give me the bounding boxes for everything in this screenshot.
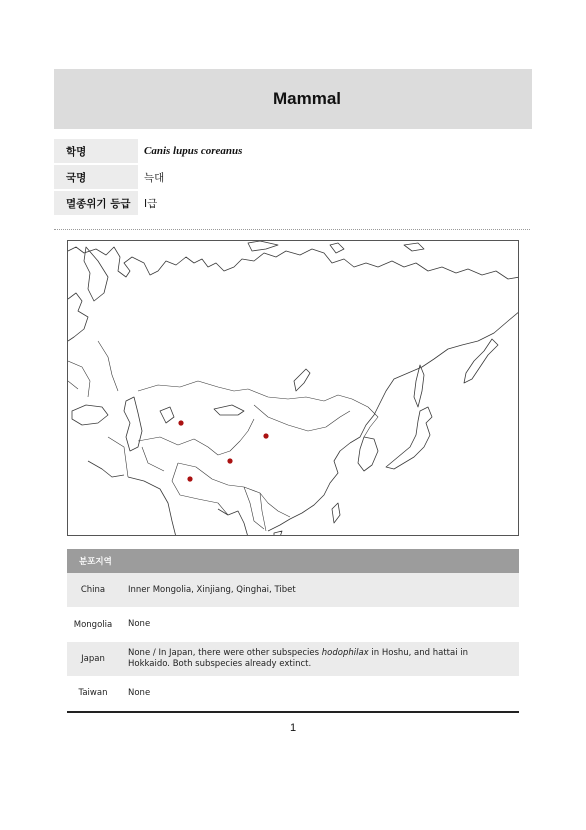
range-text-before: None / In Japan, there were other subspecies	[128, 648, 322, 658]
subspecies-name: hodophilax	[321, 648, 369, 658]
status-row	[54, 190, 532, 216]
status-value: Ⅰ급	[144, 197, 158, 210]
common-name-value: 늑대	[144, 171, 165, 184]
country-cell: Taiwan	[78, 688, 108, 698]
table-row	[67, 573, 519, 607]
europe-borders	[68, 341, 118, 397]
range-cell: None	[128, 619, 151, 629]
country-cell: Mongolia	[73, 619, 113, 630]
korean-peninsula	[358, 437, 378, 471]
scandinavia-outline	[84, 247, 108, 301]
central-asia-borders	[138, 419, 254, 455]
bay-of-bengal-coast	[218, 509, 248, 536]
species-info	[54, 138, 532, 216]
lake-balkhash	[214, 405, 244, 415]
russia-kazakhstan-border	[138, 381, 248, 391]
page-number: 1	[289, 722, 297, 734]
persian-gulf-coast	[88, 461, 124, 477]
map-marker-inner-mongolia	[263, 433, 268, 438]
map-marker-tibet	[187, 476, 192, 481]
country-cell: Japan	[81, 654, 105, 664]
title-banner	[54, 69, 532, 129]
india-borders	[172, 463, 228, 515]
country-cell: China	[80, 585, 106, 595]
wolf-markers	[178, 420, 268, 481]
distribution-header: 분포지역	[67, 549, 519, 573]
south-asia-coastline	[128, 477, 176, 536]
indochina-borders	[244, 487, 266, 531]
scientific-name-value: Canis lupus coreanus	[144, 145, 243, 157]
map-marker-xinjiang	[178, 420, 183, 425]
table-row	[67, 676, 519, 710]
status-label: 멸종위기 등급	[54, 191, 138, 215]
table-row	[67, 607, 519, 642]
aral-sea	[160, 407, 174, 423]
map-marker-qinghai	[227, 458, 232, 463]
table-bottom-rule	[67, 711, 519, 713]
sakhalin-island	[414, 365, 424, 407]
kamchatka-peninsula	[464, 339, 498, 383]
europe-coastline	[68, 293, 88, 341]
japan-islands	[386, 407, 432, 469]
okhotsk-coastline	[350, 311, 519, 443]
range-cell: None	[128, 687, 151, 698]
mongolia-china-border	[254, 405, 350, 431]
section-divider	[54, 229, 530, 230]
caspian-sea	[124, 397, 142, 451]
range-cell: Inner Mongolia, Xinjiang, Qinghai, Tibet	[128, 584, 296, 595]
china-south-borders	[178, 463, 290, 517]
scientific-name-label: 학명	[54, 139, 138, 163]
range-cell	[119, 648, 519, 670]
table-row	[67, 642, 519, 676]
black-sea	[72, 405, 108, 425]
distribution-table	[67, 549, 519, 710]
hainan-island	[274, 531, 282, 536]
arctic-coastline	[68, 247, 519, 279]
common-name-label: 국명	[54, 165, 138, 189]
asia-map-outline	[68, 241, 519, 536]
taiwan-island	[332, 503, 340, 523]
new-siberia-islands	[404, 243, 424, 251]
iran-borders	[108, 437, 164, 477]
severnaya-zemlya-island	[330, 243, 344, 253]
distribution-map	[67, 240, 519, 536]
novaya-zemlya-island	[248, 241, 278, 251]
scientific-name-row	[54, 138, 532, 164]
lake-baikal	[294, 369, 310, 391]
common-name-row	[54, 164, 532, 190]
range-text-after: in Hoshu, and hattai in Hokkaido. Both subspecies already extinct.	[128, 648, 469, 669]
page-title: Mammal	[272, 89, 342, 108]
